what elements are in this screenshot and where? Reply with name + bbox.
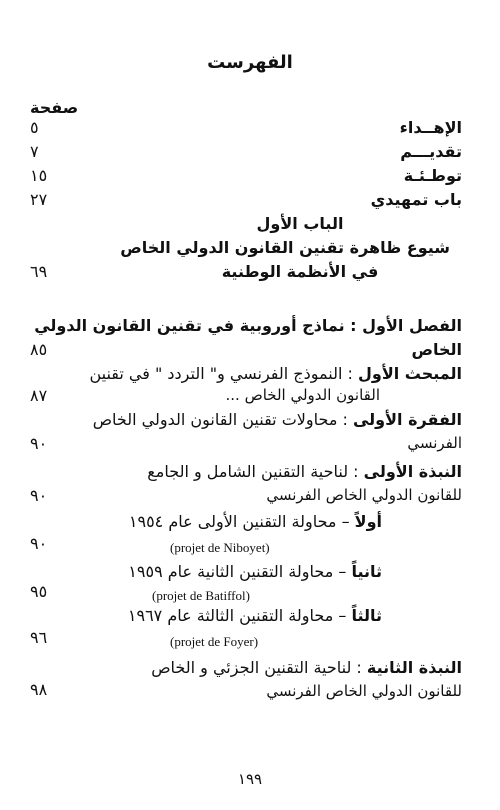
part-page: ٦٩: [30, 262, 48, 281]
part-title-line1: شيوع ظاهرة تقنين القانون الدولي الخاص: [120, 238, 450, 257]
attempt-entry: [128, 606, 382, 625]
paragraph-entry: [93, 410, 462, 429]
section-title: : النموذج الفرنسي و" التردد " في تقنين: [89, 364, 358, 383]
attempt-entry: [128, 562, 382, 581]
point-title-cont: للقانون الدولي الخاص الفرنسي: [266, 486, 462, 504]
point-title-cont: للقانون الدولي الخاص الفرنسي: [266, 682, 462, 700]
paragraph-lead: الفقرة الأولى: [352, 410, 462, 429]
point-title: : لناحية التقنين الشامل و الجامع: [147, 462, 364, 481]
attempt-title: – محاولة التقنين الأولى عام ١٩٥٤: [128, 512, 355, 531]
attempt-lead: ثالثاً: [351, 606, 382, 625]
point-page: ٩٠: [30, 486, 48, 505]
toc-entry-label: الإهــداء: [399, 118, 462, 137]
point-entry: [147, 462, 462, 481]
toc-entry-label: باب تمهيدي: [370, 190, 462, 209]
toc-entry-page: ١٥: [30, 166, 48, 185]
paragraph-title: : محاولات تقنين القانون الدولي الخاص: [92, 410, 353, 429]
section-title-cont: القانون الدولي الخاص ...: [225, 386, 380, 404]
attempt-page: ٩٠: [30, 534, 48, 553]
point-title: : لناحية التقنين الجزئي و الخاص: [151, 658, 367, 677]
attempt-latin: (projet de Foyer): [170, 634, 259, 649]
paragraph-page: ٩٠: [30, 434, 48, 453]
chapter-lead: الفصل الأول :: [350, 316, 462, 335]
section-page: ٨٧: [30, 386, 48, 405]
page-column-header: صفحة: [30, 98, 79, 117]
attempt-page: ٩٥: [30, 582, 48, 601]
toc-entry-label: توطـئـة: [403, 166, 462, 185]
attempt-latin: (projet de Batiffol): [152, 588, 250, 603]
toc-entry-label: تقديـــم: [400, 142, 462, 161]
attempt-title: – محاولة التقنين الثانية عام ١٩٥٩: [128, 562, 352, 581]
chapter-title: نماذج أوروبية في تقنين القانون الدولي: [34, 316, 351, 335]
point-lead: النبذة الثانية: [366, 658, 462, 677]
point-entry: [151, 658, 462, 677]
toc-entry-page: ٥: [30, 118, 39, 137]
page-title: الفهرست: [207, 52, 293, 73]
attempt-page: ٩٦: [30, 628, 48, 647]
section-lead: المبحث الأول: [357, 364, 462, 383]
attempt-entry: [129, 512, 382, 531]
paragraph-title-cont: الفرنسي: [407, 434, 462, 452]
toc-entry-page: ٢٧: [30, 190, 48, 209]
page-number: ١٩٩: [237, 770, 263, 788]
toc-entry-page: ٧: [30, 142, 39, 161]
attempt-lead: أولاً: [354, 512, 382, 531]
part-title-line2: في الأنظمة الوطنية: [221, 262, 379, 281]
section-entry: [89, 364, 462, 383]
part-heading: الباب الأول: [256, 214, 344, 233]
point-page: ٩٨: [30, 680, 48, 699]
chapter-page: ٨٥: [30, 340, 48, 359]
chapter-entry: [34, 316, 462, 335]
point-lead: النبذة الأولى: [363, 462, 462, 481]
attempt-lead: ثانياً: [351, 562, 382, 581]
attempt-latin: (projet de Niboyet): [170, 540, 270, 555]
chapter-title-cont: الخاص: [411, 340, 462, 359]
attempt-title: – محاولة التقنين الثالثة عام ١٩٦٧: [127, 606, 352, 625]
